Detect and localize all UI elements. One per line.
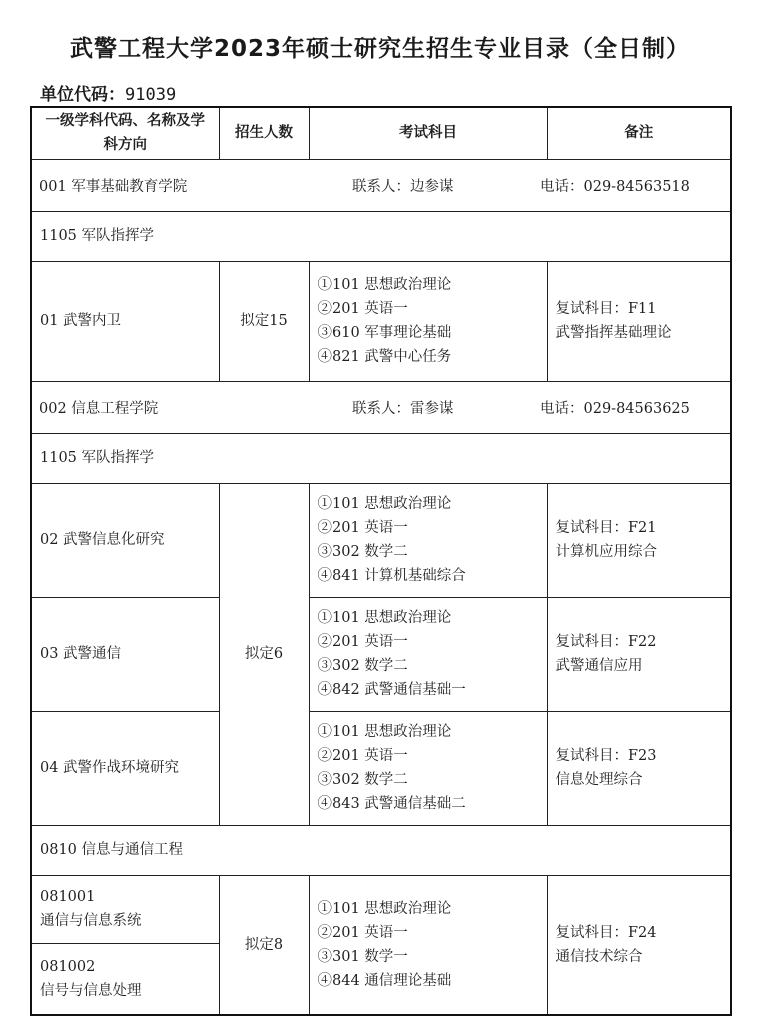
major-quota: 拟定15 <box>219 261 309 381</box>
retest-subject: 复试科目：F23 <box>555 748 657 764</box>
retest-subject-name: 通信技术综合 <box>555 948 643 965</box>
retest-subject: 复试科目：F21 <box>555 520 657 536</box>
school-name: 001 军事基础教育学院 <box>39 178 188 195</box>
exam-subject: ③301 数学一 <box>317 948 408 965</box>
exam-subject: ④843 武警通信基础二 <box>317 796 466 812</box>
school-contact: 联系人：边参谋 <box>352 178 454 195</box>
exam-subject: ①101 思想政治理论 <box>317 496 452 512</box>
direction-name: 信号与信息处理 <box>40 982 142 999</box>
major-name: 03 武警通信 <box>31 597 219 711</box>
exam-subjects <box>309 483 547 597</box>
discipline-name: 1105 军队指挥学 <box>31 211 731 261</box>
school-name: 002 信息工程学院 <box>39 400 159 417</box>
header-quota: 招生人数 <box>219 107 309 159</box>
school-row <box>31 381 731 433</box>
exam-subject: ③610 军事理论基础 <box>317 325 452 341</box>
header-remark: 备注 <box>547 107 731 159</box>
exam-subject: ①101 思想政治理论 <box>317 277 452 293</box>
retest-subject-name: 信息处理综合 <box>555 772 643 788</box>
major-name: 04 武警作战环境研究 <box>31 711 219 825</box>
school-contact: 联系人：雷参谋 <box>352 400 454 417</box>
retest-subject-name: 武警通信应用 <box>555 658 643 674</box>
major-quota: 拟定6 <box>219 483 309 825</box>
exam-subjects <box>309 597 547 711</box>
exam-subject: ②201 英语一 <box>317 748 408 764</box>
remark <box>547 875 731 1015</box>
unit-code-label: 单位代码： <box>40 85 125 105</box>
exam-subject: ③302 数学二 <box>317 658 408 674</box>
remark <box>547 711 731 825</box>
retest-subject: 复试科目：F24 <box>555 924 657 941</box>
discipline-row <box>31 825 731 875</box>
remark <box>547 261 731 381</box>
major-row <box>31 483 731 597</box>
exam-subject: ①101 思想政治理论 <box>317 900 452 917</box>
major-name: 01 武警内卫 <box>31 261 219 381</box>
exam-subject: ③302 数学二 <box>317 544 408 560</box>
exam-subject: ①101 思想政治理论 <box>317 610 452 626</box>
exam-subjects <box>309 875 547 1015</box>
exam-subject: ②201 英语一 <box>317 634 408 650</box>
school-phone: 电话：029-84563625 <box>540 400 690 417</box>
exam-subjects <box>309 711 547 825</box>
major-name: 02 武警信息化研究 <box>31 483 219 597</box>
exam-subject: ④844 通信理论基础 <box>317 972 452 989</box>
exam-subject: ③302 数学二 <box>317 772 408 788</box>
major-row <box>31 597 731 711</box>
header-row <box>31 107 731 159</box>
school-phone: 电话：029-84563518 <box>540 178 690 195</box>
exam-subject: ②201 英语一 <box>317 301 408 317</box>
direction-code: 081001 <box>40 889 96 905</box>
header-exam: 考试科目 <box>309 107 547 159</box>
discipline-row <box>31 433 731 483</box>
major-row <box>31 261 731 381</box>
direction-cell <box>31 875 219 943</box>
exam-subject: ②201 英语一 <box>317 520 408 536</box>
direction-code: 081002 <box>40 958 96 975</box>
exam-subject: ④842 武警通信基础一 <box>317 682 466 698</box>
page-title: 武警工程大学2023年硕士研究生招生专业目录（全日制） <box>69 36 690 62</box>
direction-row <box>31 875 731 943</box>
major-quota: 拟定8 <box>219 875 309 1015</box>
direction-cell <box>31 943 219 1015</box>
unit-code-line <box>40 80 176 105</box>
discipline-name: 1105 军队指挥学 <box>31 433 731 483</box>
remark <box>547 597 731 711</box>
unit-code-value: 91039 <box>125 85 177 105</box>
discipline-row <box>31 211 731 261</box>
retest-subject-name: 计算机应用综合 <box>555 544 657 560</box>
retest-subject: 复试科目：F11 <box>555 301 657 317</box>
exam-subject: ②201 英语一 <box>317 924 408 941</box>
school-row <box>31 159 731 211</box>
exam-subject: ④841 计算机基础综合 <box>317 568 466 584</box>
retest-subject-name: 武警指挥基础理论 <box>555 325 672 341</box>
major-row <box>31 711 731 825</box>
direction-name: 通信与信息系统 <box>40 913 142 929</box>
exam-subjects <box>309 261 547 381</box>
catalog-table <box>30 106 732 1016</box>
retest-subject: 复试科目：F22 <box>555 634 657 650</box>
discipline-name: 0810 信息与通信工程 <box>31 825 731 875</box>
exam-subject: ①101 思想政治理论 <box>317 724 452 740</box>
remark <box>547 483 731 597</box>
header-discipline: 一级学科代码、名称及学科方向 <box>31 107 219 159</box>
exam-subject: ④821 武警中心任务 <box>317 349 452 365</box>
